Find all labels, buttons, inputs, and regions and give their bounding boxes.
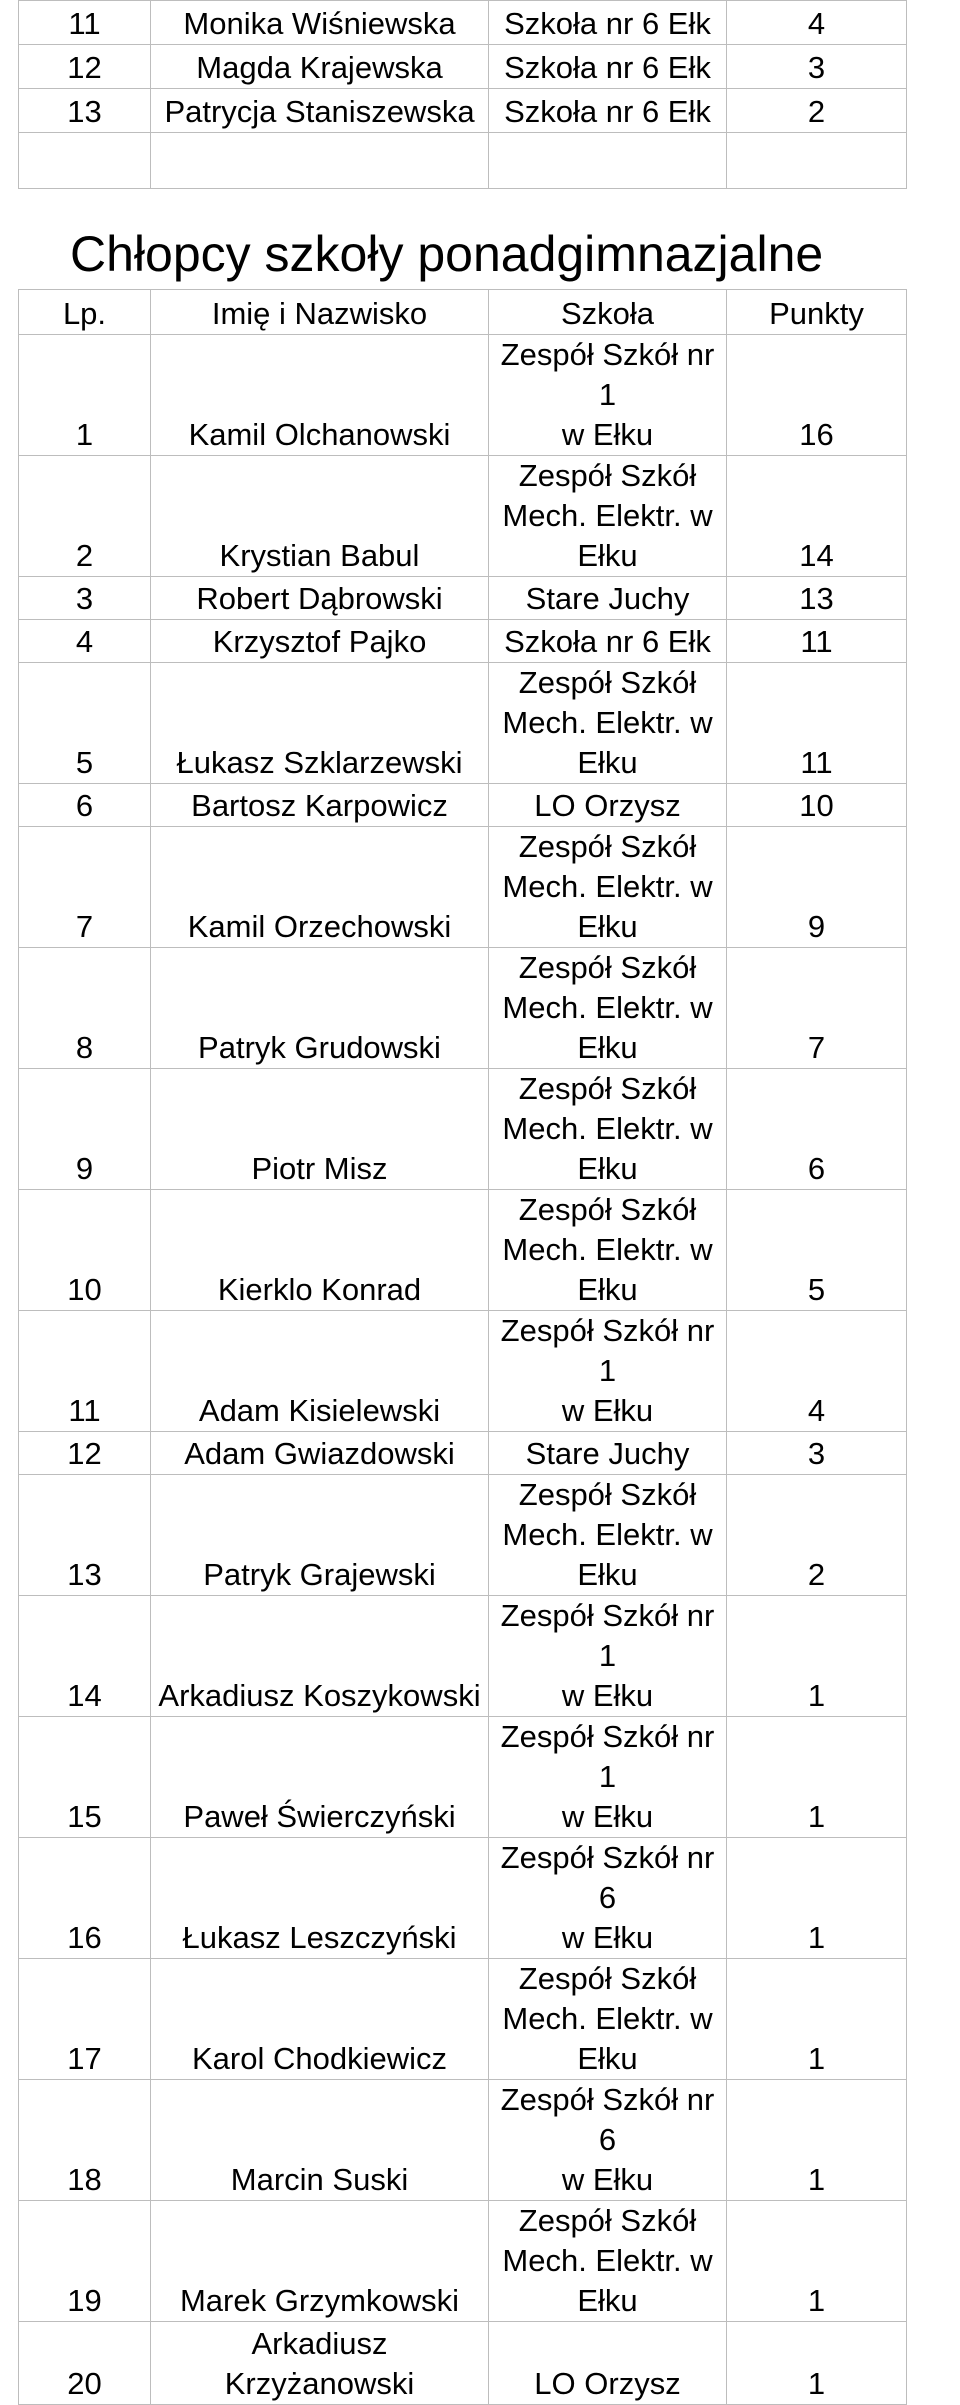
table-row bbox=[19, 663, 907, 784]
table-row bbox=[19, 1069, 907, 1190]
cell-name: Łukasz Leszczyński bbox=[151, 1838, 489, 1959]
table-row bbox=[19, 1432, 907, 1475]
cell-lp: 17 bbox=[19, 1959, 151, 2080]
cell-lp bbox=[19, 133, 151, 189]
cell-points: 16 bbox=[727, 335, 907, 456]
cell-name: Marek Grzymkowski bbox=[151, 2201, 489, 2322]
cell-school: Zespół Szkół Mech. Elektr. w Ełku bbox=[489, 1959, 727, 2080]
cell-points: 1 bbox=[727, 1596, 907, 1717]
table-row bbox=[19, 335, 907, 456]
table-row bbox=[19, 1311, 907, 1432]
table-row bbox=[19, 784, 907, 827]
cell-school: Zespół Szkół Mech. Elektr. w Ełku bbox=[489, 1190, 727, 1311]
cell-lp: 1 bbox=[19, 335, 151, 456]
cell-lp: 20 bbox=[19, 2322, 151, 2405]
cell-school: Szkoła nr 6 Ełk bbox=[489, 89, 727, 133]
cell-school: LO Orzysz bbox=[489, 784, 727, 827]
cell-school: LO Orzysz bbox=[489, 2322, 727, 2405]
cell-name: Adam Kisielewski bbox=[151, 1311, 489, 1432]
cell-name: Krzysztof Pajko bbox=[151, 620, 489, 663]
cell-points: 3 bbox=[727, 1432, 907, 1475]
header-row bbox=[19, 290, 907, 335]
cell-name: Kierklo Konrad bbox=[151, 1190, 489, 1311]
cell-points: 1 bbox=[727, 2322, 907, 2405]
cell-school: Zespół Szkół nr 6 w Ełku bbox=[489, 2080, 727, 2201]
table-row bbox=[19, 948, 907, 1069]
cell-lp: 18 bbox=[19, 2080, 151, 2201]
cell-lp: 4 bbox=[19, 620, 151, 663]
cell-lp: 15 bbox=[19, 1717, 151, 1838]
table-row bbox=[19, 620, 907, 663]
table-row bbox=[19, 1190, 907, 1311]
table-row bbox=[19, 456, 907, 577]
cell-lp: 19 bbox=[19, 2201, 151, 2322]
cell-lp: 3 bbox=[19, 577, 151, 620]
cell-points: 2 bbox=[727, 1475, 907, 1596]
cell-name: Kamil Orzechowski bbox=[151, 827, 489, 948]
cell-school: Zespół Szkół Mech. Elektr. w Ełku bbox=[489, 948, 727, 1069]
cell-school: Zespół Szkół Mech. Elektr. w Ełku bbox=[489, 1475, 727, 1596]
cell-name: Kamil Olchanowski bbox=[151, 335, 489, 456]
cell-name: Patrycja Staniszewska bbox=[151, 89, 489, 133]
cell-points: 3 bbox=[727, 45, 907, 89]
boys-results-table bbox=[18, 289, 907, 2405]
cell-lp: 16 bbox=[19, 1838, 151, 1959]
cell-points: 7 bbox=[727, 948, 907, 1069]
table-row bbox=[19, 2080, 907, 2201]
girls-results-table-tail bbox=[18, 0, 907, 189]
cell-name: Paweł Świerczyński bbox=[151, 1717, 489, 1838]
cell-points: 6 bbox=[727, 1069, 907, 1190]
header-school: Szkoła bbox=[489, 290, 727, 335]
table-row bbox=[19, 827, 907, 948]
cell-lp: 5 bbox=[19, 663, 151, 784]
cell-school: Zespół Szkół nr 1 w Ełku bbox=[489, 335, 727, 456]
cell-name: Robert Dąbrowski bbox=[151, 577, 489, 620]
cell-lp: 12 bbox=[19, 45, 151, 89]
cell-school: Zespół Szkół Mech. Elektr. w Ełku bbox=[489, 663, 727, 784]
cell-name: Karol Chodkiewicz bbox=[151, 1959, 489, 2080]
cell-school: Zespół Szkół nr 6 w Ełku bbox=[489, 1838, 727, 1959]
cell-name: Patryk Grudowski bbox=[151, 948, 489, 1069]
cell-points: 10 bbox=[727, 784, 907, 827]
table-row bbox=[19, 89, 907, 133]
cell-school: Zespół Szkół Mech. Elektr. w Ełku bbox=[489, 827, 727, 948]
cell-lp: 11 bbox=[19, 1311, 151, 1432]
cell-points: 14 bbox=[727, 456, 907, 577]
cell-points bbox=[727, 133, 907, 189]
table-row bbox=[19, 1959, 907, 2080]
cell-name: Adam Gwiazdowski bbox=[151, 1432, 489, 1475]
cell-points: 11 bbox=[727, 663, 907, 784]
cell-points: 5 bbox=[727, 1190, 907, 1311]
cell-points: 1 bbox=[727, 2201, 907, 2322]
cell-points: 11 bbox=[727, 620, 907, 663]
cell-points: 1 bbox=[727, 2080, 907, 2201]
cell-lp: 6 bbox=[19, 784, 151, 827]
table-row bbox=[19, 577, 907, 620]
cell-lp: 9 bbox=[19, 1069, 151, 1190]
cell-name: Magda Krajewska bbox=[151, 45, 489, 89]
table-row bbox=[19, 1, 907, 45]
cell-school: Zespół Szkół Mech. Elektr. w Ełku bbox=[489, 456, 727, 577]
cell-school: Zespół Szkół Mech. Elektr. w Ełku bbox=[489, 1069, 727, 1190]
cell-name: Patryk Grajewski bbox=[151, 1475, 489, 1596]
table-row bbox=[19, 2322, 907, 2405]
cell-school: Zespół Szkół nr 1 w Ełku bbox=[489, 1311, 727, 1432]
cell-name bbox=[151, 133, 489, 189]
cell-lp: 14 bbox=[19, 1596, 151, 1717]
cell-name: Arkadiusz Krzyżanowski bbox=[151, 2322, 489, 2405]
cell-lp: 7 bbox=[19, 827, 151, 948]
cell-school bbox=[489, 133, 727, 189]
cell-school: Szkoła nr 6 Ełk bbox=[489, 45, 727, 89]
cell-school: Zespół Szkół nr 1 w Ełku bbox=[489, 1596, 727, 1717]
cell-points: 13 bbox=[727, 577, 907, 620]
cell-points: 2 bbox=[727, 89, 907, 133]
cell-school: Stare Juchy bbox=[489, 1432, 727, 1475]
cell-name: Arkadiusz Koszykowski bbox=[151, 1596, 489, 1717]
cell-school: Zespół Szkół Mech. Elektr. w Ełku bbox=[489, 2201, 727, 2322]
cell-name: Piotr Misz bbox=[151, 1069, 489, 1190]
cell-lp: 2 bbox=[19, 456, 151, 577]
cell-lp: 11 bbox=[19, 1, 151, 45]
header-points: Punkty bbox=[727, 290, 907, 335]
cell-name: Bartosz Karpowicz bbox=[151, 784, 489, 827]
cell-points: 1 bbox=[727, 1838, 907, 1959]
cell-lp: 13 bbox=[19, 1475, 151, 1596]
table-row bbox=[19, 45, 907, 89]
table-row bbox=[19, 1838, 907, 1959]
cell-lp: 10 bbox=[19, 1190, 151, 1311]
table-row bbox=[19, 1596, 907, 1717]
cell-name: Marcin Suski bbox=[151, 2080, 489, 2201]
table-row bbox=[19, 1717, 907, 1838]
cell-school: Zespół Szkół nr 1 w Ełku bbox=[489, 1717, 727, 1838]
header-lp: Lp. bbox=[19, 290, 151, 335]
cell-points: 4 bbox=[727, 1311, 907, 1432]
table-row bbox=[19, 1475, 907, 1596]
cell-name: Monika Wiśniewska bbox=[151, 1, 489, 45]
cell-lp: 12 bbox=[19, 1432, 151, 1475]
cell-points: 9 bbox=[727, 827, 907, 948]
cell-name: Krystian Babul bbox=[151, 456, 489, 577]
cell-points: 1 bbox=[727, 1717, 907, 1838]
table-row bbox=[19, 2201, 907, 2322]
header-name: Imię i Nazwisko bbox=[151, 290, 489, 335]
cell-school: Szkoła nr 6 Ełk bbox=[489, 620, 727, 663]
cell-name: Łukasz Szklarzewski bbox=[151, 663, 489, 784]
cell-points: 4 bbox=[727, 1, 907, 45]
cell-school: Stare Juchy bbox=[489, 577, 727, 620]
cell-points: 1 bbox=[727, 1959, 907, 2080]
cell-lp: 8 bbox=[19, 948, 151, 1069]
cell-school: Szkoła nr 6 Ełk bbox=[489, 1, 727, 45]
cell-lp: 13 bbox=[19, 89, 151, 133]
table-row bbox=[19, 133, 907, 189]
section-title: Chłopcy szkoły ponadgimnazjalne bbox=[70, 226, 824, 282]
